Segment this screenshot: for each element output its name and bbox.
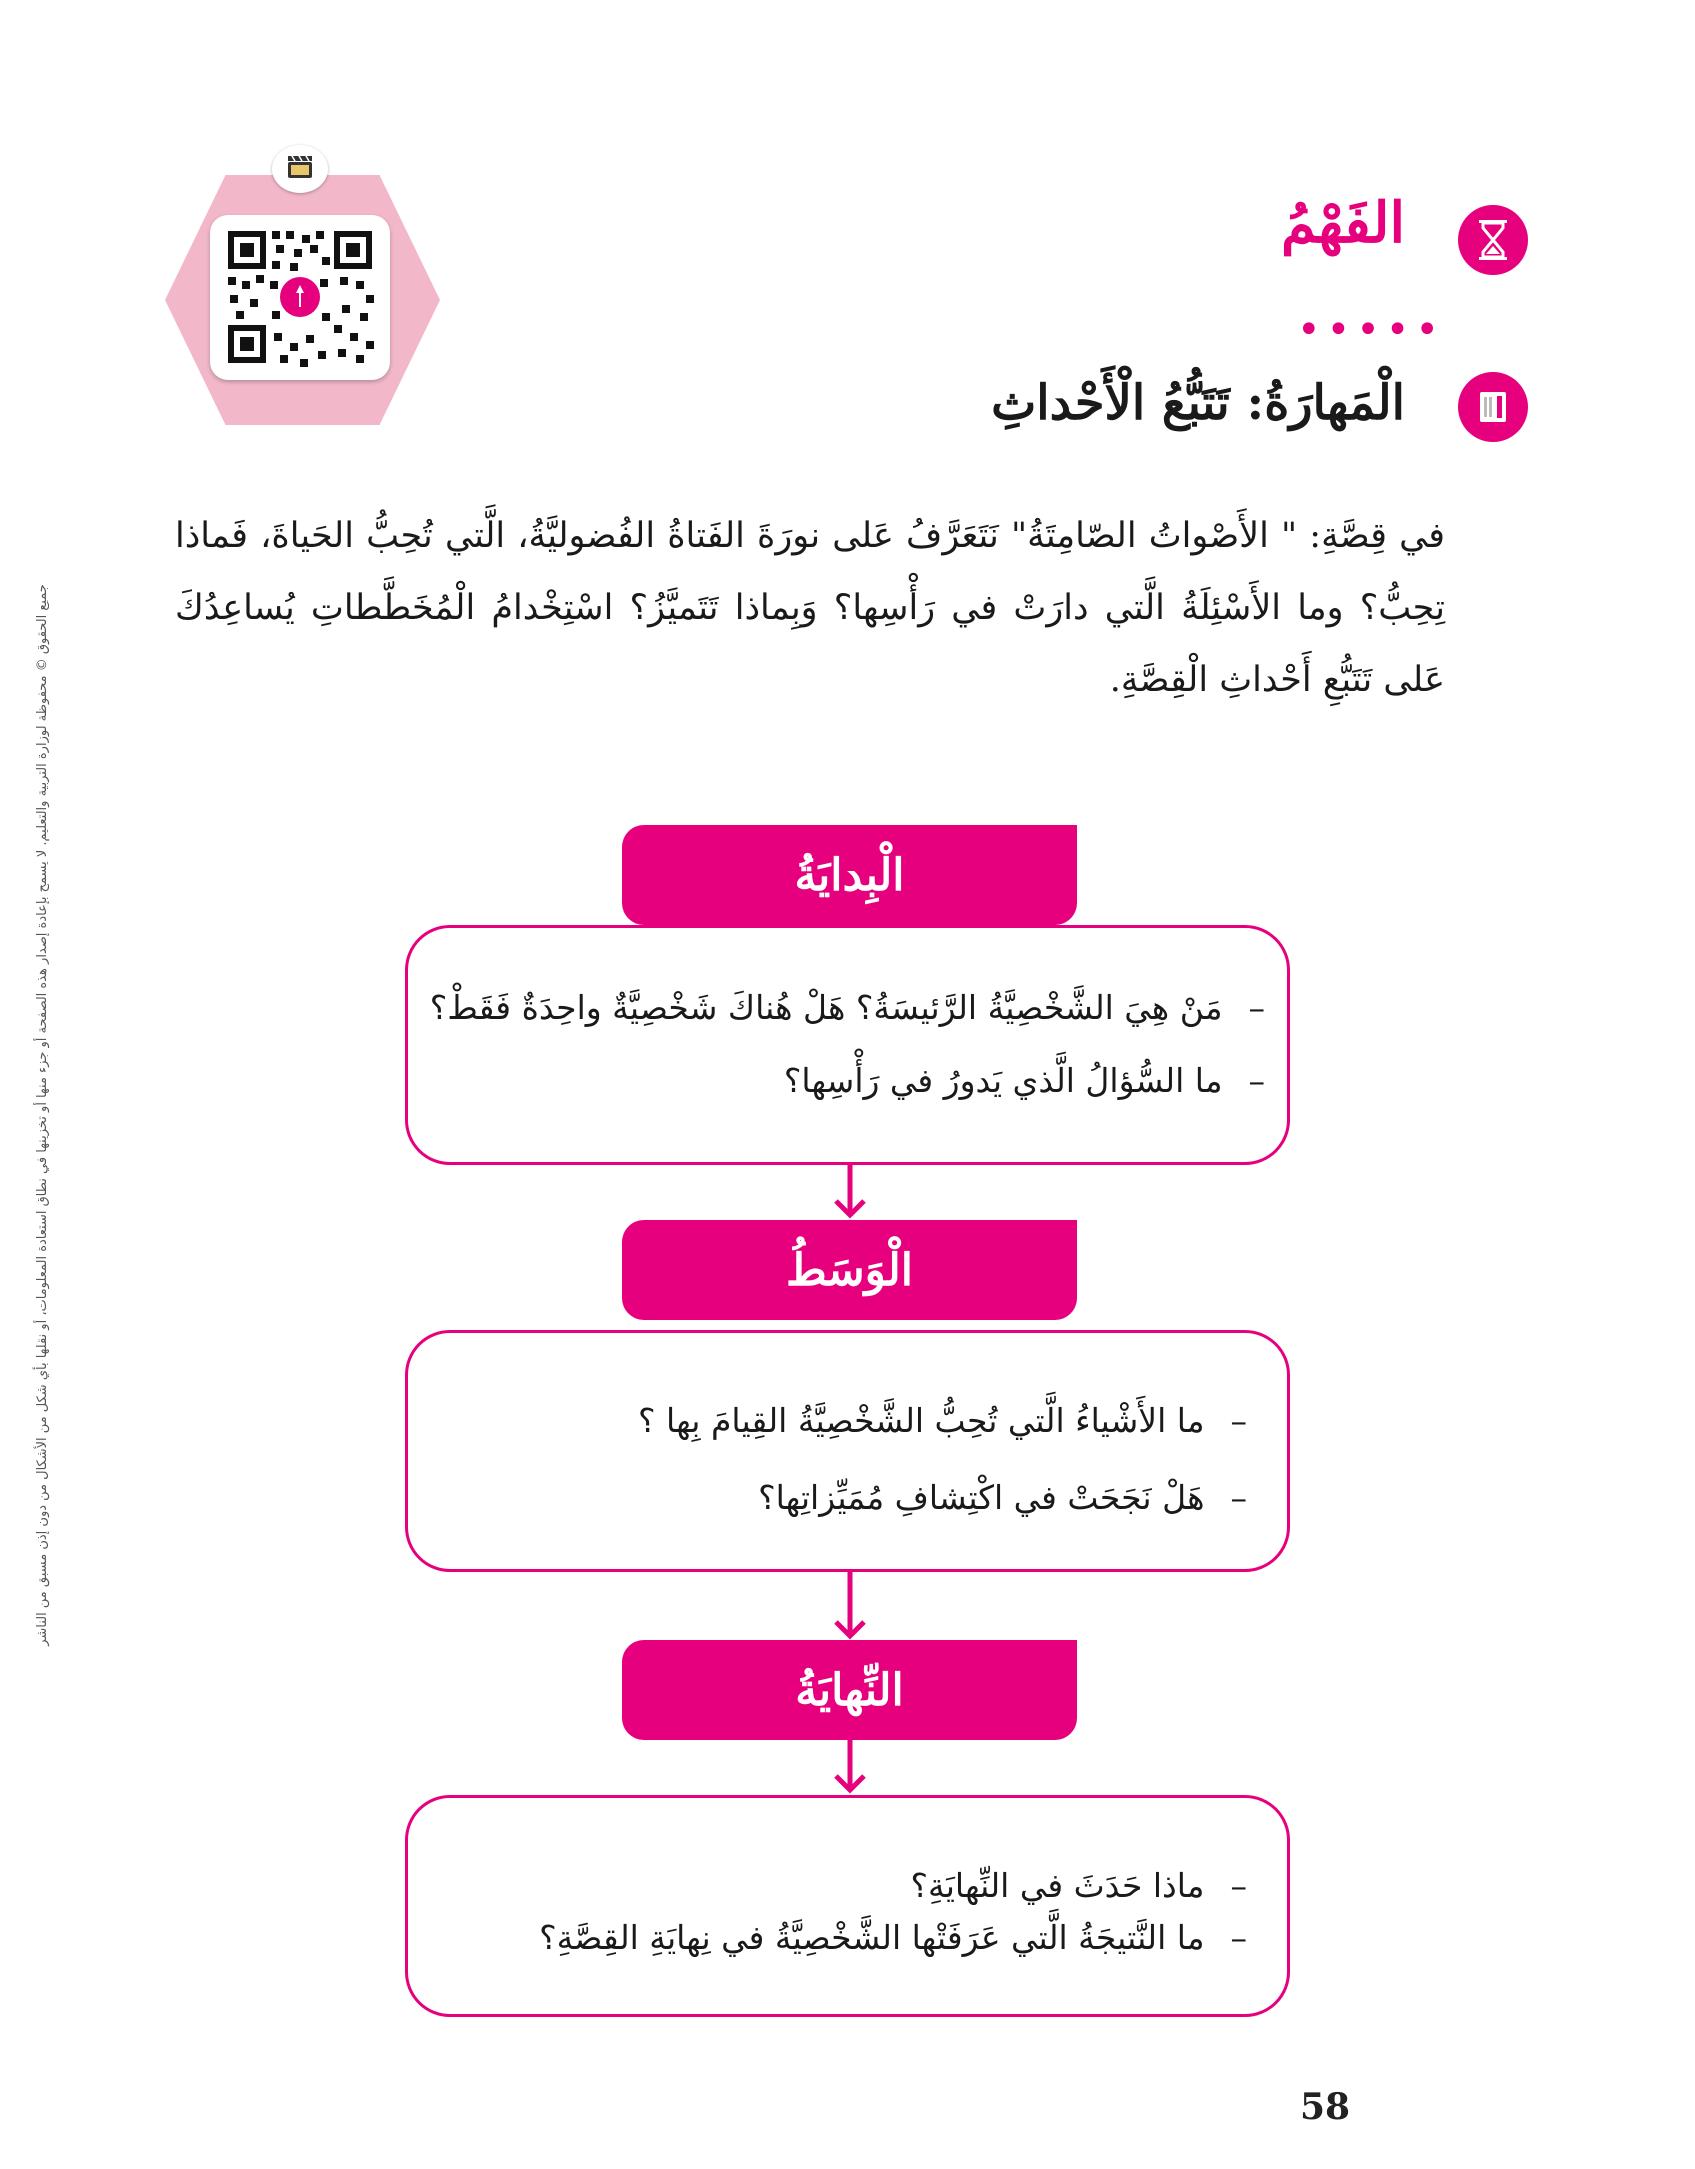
beginning-box <box>405 925 1290 1165</box>
book-icon <box>1458 372 1528 442</box>
question-text: ما السُّؤالُ الَّذي يَدورُ في رَأْسِها؟ <box>783 1061 1223 1100</box>
skill-title: الْمَهارَةُ: تَتَبُّعُ الْأَحْداثِ <box>991 375 1405 431</box>
intro-paragraph: في قِصَّةِ: " الأَصْواتُ الصّامِتَةُ" نَتَعَرَّفُ عَلى نورَةَ الفَتاةُ الفُضوليَّةُ، الَّتي تُحِبُّ الحَياةَ، فَماذا تِحِبُّ؟ وما الأَسْئِلَةُ الَّتي دارَتْ في رَأْسِها؟ وَبِماذا تَتَميَّزُ؟ اسْتِخْدامُ الْمُخَطَّطاتِ يُساعِدُكَ عَلى تَتَبُّعِ أَحْداثِ الْقِصَّةِ. <box>175 516 1445 700</box>
question-text: مَنْ هِيَ الشَّخْصِيَّةُ الرَّئيسَةُ؟ هَلْ هُناكَ شَخْصِيَّةٌ واحِدَةٌ فَقَطْ؟ <box>429 988 1223 1027</box>
dash: – <box>1230 1401 1247 1440</box>
beginning-label: الْبِدايَةُ <box>622 825 1077 925</box>
list-item <box>758 1478 1247 1517</box>
arrow-down-icon <box>828 1572 872 1642</box>
question-text: هَلْ نَجَحَتْ في اكْتِشافِ مُمَيِّزاتِها؟ <box>758 1478 1205 1517</box>
qr-code[interactable] <box>210 215 390 380</box>
page-number: 58 <box>1300 2086 1351 2128</box>
dash: – <box>1230 1918 1247 1957</box>
list-item <box>430 988 1265 1027</box>
dash: – <box>1230 1478 1247 1517</box>
hourglass-icon <box>1458 205 1528 275</box>
arrow-down-icon <box>828 1740 872 1795</box>
middle-label: الْوَسَطُ <box>622 1220 1077 1320</box>
section-title: الفَهْمُ <box>1280 190 1405 256</box>
dash: – <box>1230 1866 1247 1905</box>
list-item <box>638 1401 1247 1440</box>
question-text: ما الأَشْياءُ الَّتي تُحِبُّ الشَّخْصِيَّةُ القِيامَ بِها ؟ <box>638 1401 1205 1440</box>
end-box <box>405 1795 1290 2017</box>
middle-box <box>405 1330 1290 1572</box>
copyright-note: جميع الحقوق © محفوظة لوزارة التربية والتعليم. لا يسمح بإعادة إصدار هذه الصفحة أو جزء منها أو تخزينها في نطاق استعادة المعلومات، أو نقلها بأي شكل من الأشكال من دون إذن مسبق من الناشر <box>35 584 50 1646</box>
list-item <box>911 1866 1247 1905</box>
list-item <box>539 1918 1247 1957</box>
dash: – <box>1248 1061 1265 1100</box>
arrow-down-icon <box>828 1165 872 1220</box>
video-icon[interactable] <box>272 145 328 193</box>
list-item <box>784 1061 1265 1100</box>
question-text: ماذا حَدَثَ في النِّهايَةِ؟ <box>910 1866 1205 1905</box>
question-text: ما النَّتيجَةُ الَّتي عَرَفَتْها الشَّخْصِيَّةُ في نِهايَةِ القِصَّةِ؟ <box>539 1918 1205 1957</box>
dash: – <box>1248 988 1265 1027</box>
title-dots: ••••• <box>1297 307 1445 353</box>
end-label: النِّهايَةُ <box>622 1640 1077 1740</box>
